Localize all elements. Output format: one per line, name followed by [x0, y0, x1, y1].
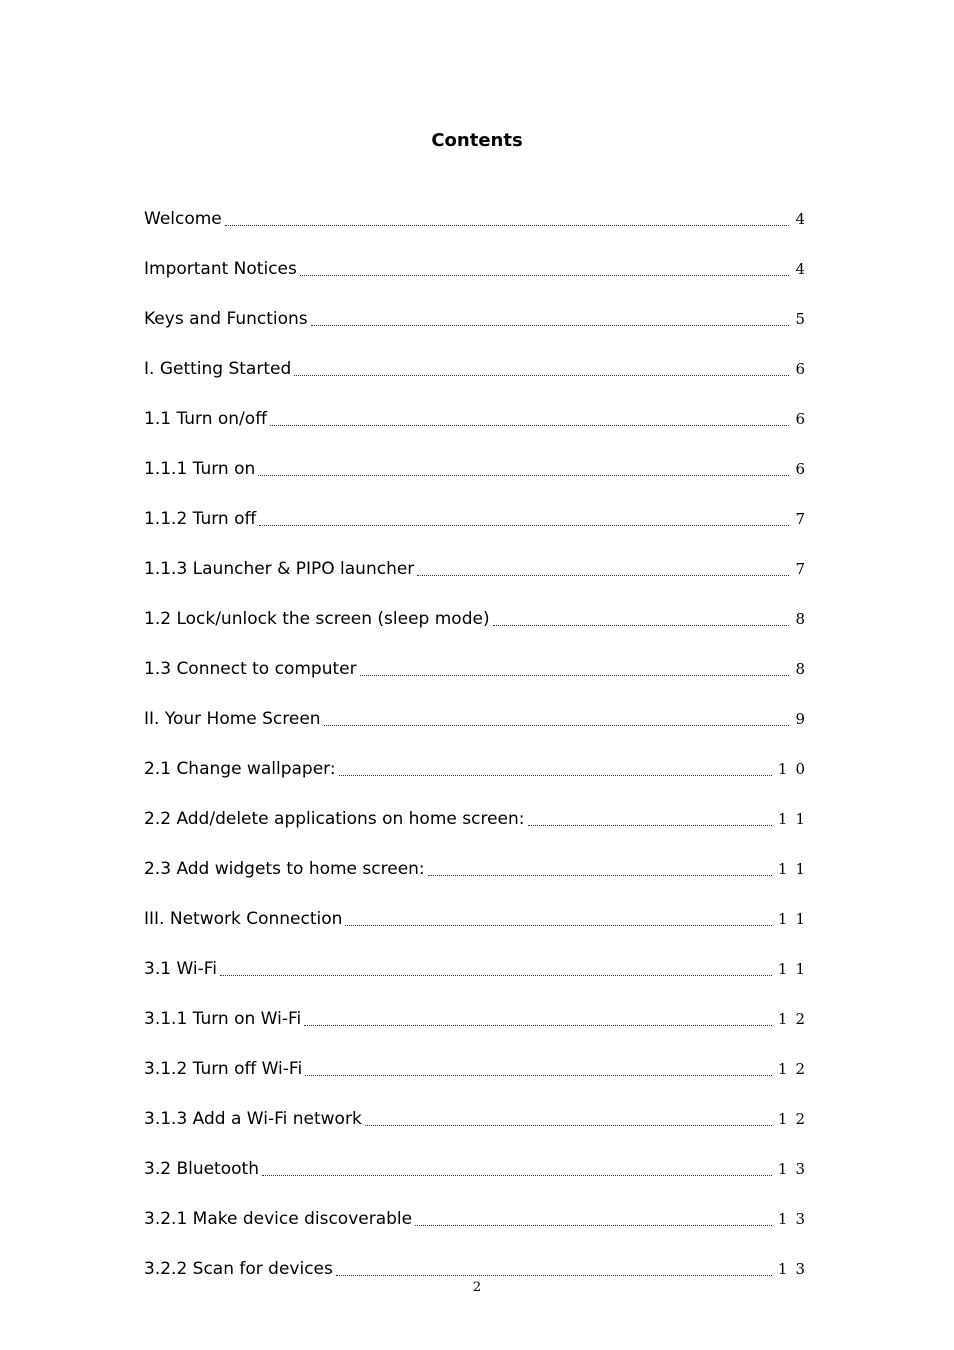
dot-leader [345, 924, 771, 926]
toc-entry-title: 3.2.1 Make device discoverable [144, 1209, 413, 1229]
dot-leader [336, 1274, 772, 1276]
toc-entry-page: 8 [795, 610, 805, 628]
toc-entry-page: 10 [777, 760, 813, 778]
toc-entry[interactable] [144, 181, 805, 231]
toc-entry-title: 3.1.1 Turn on Wi-Fi [144, 1009, 302, 1029]
toc-entry-page: 5 [795, 310, 805, 328]
toc-entry[interactable] [144, 381, 805, 431]
dot-leader [365, 1124, 772, 1126]
dot-leader [528, 824, 772, 826]
toc-entry-title: Keys and Functions [144, 309, 308, 329]
toc-entry-page: 11 [777, 860, 813, 878]
dot-leader [428, 874, 772, 876]
toc-entry-page: 11 [777, 960, 813, 978]
dot-leader [305, 1074, 772, 1076]
toc-entry[interactable] [144, 931, 813, 981]
toc-entry-title: Welcome [144, 209, 222, 229]
toc-entry[interactable] [144, 681, 805, 731]
dot-leader [304, 1024, 772, 1026]
toc-entry-page: 11 [777, 810, 813, 828]
toc-entry[interactable] [144, 581, 805, 631]
toc-entry[interactable] [144, 731, 813, 781]
dot-leader [415, 1224, 772, 1226]
toc-entry-page: 6 [795, 360, 805, 378]
toc-entry-page: 7 [795, 510, 805, 528]
dot-leader [300, 274, 790, 276]
toc-entry-page: 8 [795, 660, 805, 678]
toc-entry-title: 1.1.1 Turn on [144, 459, 256, 479]
toc-entry[interactable] [144, 1181, 813, 1231]
toc-entry-title: Important Notices [144, 259, 297, 279]
toc-entry-title: 3.2.2 Scan for devices [144, 1259, 333, 1279]
toc-entry-title: 1.1.2 Turn off [144, 509, 257, 529]
toc-entry-title: 1.3 Connect to computer [144, 659, 357, 679]
dot-leader [493, 624, 790, 626]
toc-entry-page: 13 [777, 1260, 813, 1278]
toc-entry-page: 13 [777, 1210, 813, 1228]
page-title: Contents [431, 130, 523, 151]
toc-entry[interactable] [144, 431, 805, 481]
toc-entry-title: 3.1.2 Turn off Wi-Fi [144, 1059, 303, 1079]
toc-entry-page: 9 [795, 710, 805, 728]
toc-entry-title: 1.2 Lock/unlock the screen (sleep mode) [144, 609, 490, 629]
toc-entry[interactable] [144, 781, 813, 831]
toc-entry-page: 6 [795, 410, 805, 428]
toc-entry-title: 1.1.3 Launcher & PIPO launcher [144, 559, 415, 579]
toc-entry-title: 1.1 Turn on/off [144, 409, 267, 429]
dot-leader [270, 424, 790, 426]
dot-leader [259, 524, 789, 526]
toc-entry[interactable] [144, 1131, 813, 1181]
toc-entry-title: III. Network Connection [144, 909, 343, 929]
dot-leader [324, 724, 790, 726]
dot-leader [311, 324, 790, 326]
toc-entry-page: 6 [795, 460, 805, 478]
toc-entry-title: II. Your Home Screen [144, 709, 321, 729]
toc-entry-page: 12 [777, 1010, 813, 1028]
toc-entry-title: 3.1.3 Add a Wi-Fi network [144, 1109, 362, 1129]
page-number: 2 [472, 1280, 482, 1295]
toc-entry-page: 12 [777, 1110, 813, 1128]
toc-entry-page: 13 [777, 1160, 813, 1178]
toc-entry-page: 12 [777, 1060, 813, 1078]
dot-leader [417, 574, 789, 576]
toc-entry[interactable] [144, 331, 805, 381]
dot-leader [262, 1174, 772, 1176]
dot-leader [225, 224, 790, 226]
toc-entry[interactable] [144, 531, 805, 581]
toc-entry-title: 2.3 Add widgets to home screen: [144, 859, 425, 879]
toc-entry[interactable] [144, 631, 805, 681]
toc-entry[interactable] [144, 1081, 813, 1131]
toc-entry-title: 3.2 Bluetooth [144, 1159, 259, 1179]
toc-entry-title: I. Getting Started [144, 359, 292, 379]
dot-leader [339, 774, 772, 776]
toc-entry-title: 2.1 Change wallpaper: [144, 759, 336, 779]
toc-entry-page: 4 [795, 260, 805, 278]
dot-leader [220, 974, 772, 976]
toc-entry[interactable] [144, 1031, 813, 1081]
toc-entry[interactable] [144, 1231, 813, 1281]
toc-entry[interactable] [144, 281, 805, 331]
toc-entry-page: 4 [795, 210, 805, 228]
toc-entry-page: 11 [777, 910, 813, 928]
dot-leader [294, 374, 789, 376]
toc-entry[interactable] [144, 881, 813, 931]
toc-entry-title: 2.2 Add/delete applications on home screen: [144, 809, 525, 829]
toc-entry[interactable] [144, 231, 805, 281]
toc-entry[interactable] [144, 981, 813, 1031]
dot-leader [258, 474, 789, 476]
toc-entry[interactable] [144, 481, 805, 531]
table-of-contents [144, 181, 813, 1281]
toc-entry[interactable] [144, 831, 813, 881]
toc-entry-page: 7 [795, 560, 805, 578]
dot-leader [360, 674, 790, 676]
toc-entry-title: 3.1 Wi-Fi [144, 959, 217, 979]
